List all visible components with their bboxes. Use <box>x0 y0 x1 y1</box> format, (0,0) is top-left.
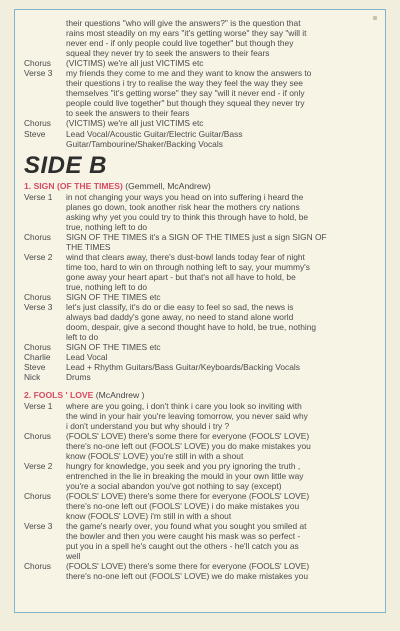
lyric-line <box>24 292 375 302</box>
lyric-text: (VICTIMS) we're all just VICTIMS etc <box>66 118 204 129</box>
section-label: Chorus <box>24 292 51 303</box>
lyric-line <box>24 202 375 212</box>
side-a-continuation <box>24 18 375 149</box>
section-label <box>24 28 66 38</box>
lyric-line <box>24 441 375 451</box>
lyric-text: themselves "it's getting worse" they say "will it never end - if only <box>66 88 305 99</box>
section-label <box>24 531 66 541</box>
lyric-text: SIGN OF THE TIMES etc <box>66 342 161 353</box>
section-label: Chorus <box>24 342 51 353</box>
lyric-line <box>24 451 375 461</box>
lyric-text: i don't understand you but why should i try ? <box>66 420 230 431</box>
section-label <box>24 272 66 282</box>
lyric-line <box>24 332 375 342</box>
lyric-line <box>24 129 375 139</box>
lyric-line <box>24 58 375 68</box>
section-label <box>24 501 66 511</box>
lyric-line <box>24 362 375 372</box>
lyric-line <box>24 481 375 491</box>
lyric-page <box>14 9 386 613</box>
lyric-line <box>24 421 375 431</box>
lyric-line <box>24 282 375 292</box>
lyric-text: their questions "who will give the answers?" is the question that <box>66 18 301 28</box>
lyric-line <box>24 342 375 352</box>
lyric-text: gone away your heart apart - but that's not all have to hold, be <box>66 271 296 282</box>
song-number: 1. <box>24 180 32 191</box>
section-label: Chorus <box>24 430 51 441</box>
section-label <box>24 481 66 491</box>
section-label: Steve <box>24 128 46 139</box>
lyric-text: in not changing your ways you head on into suffering i heard the <box>66 191 304 202</box>
lyric-text: always bad daddy's gone away, no need to stand alone world <box>66 312 294 323</box>
lyric-text: (FOOLS' LOVE) there's some there for everyone (FOOLS' LOVE) <box>66 490 310 501</box>
lyric-line <box>24 411 375 421</box>
section-label <box>24 98 66 108</box>
section-label: Charlie <box>24 352 51 363</box>
lyric-text: THE TIMES <box>66 241 111 252</box>
lyric-line <box>24 401 375 411</box>
side-heading: SIDE B <box>24 151 108 179</box>
section-label <box>24 78 66 88</box>
lyric-line <box>24 88 375 98</box>
section-label <box>24 511 66 521</box>
lyric-line <box>24 28 375 38</box>
lyric-text: (VICTIMS) we're all just VICTIMS etc <box>66 58 204 69</box>
lyric-line <box>24 461 375 471</box>
section-label <box>24 262 66 272</box>
section-label <box>24 108 66 118</box>
lyric-text: people could live together" but though they squeal they never try <box>66 98 305 109</box>
lyric-line <box>24 322 375 332</box>
lyric-line <box>24 262 375 272</box>
lyric-line <box>24 501 375 511</box>
lyric-line <box>24 108 375 118</box>
section-label: Chorus <box>24 118 51 129</box>
lyric-text: squeal they never try to seek the answers to their fears <box>66 48 270 59</box>
lyric-line <box>24 98 375 108</box>
lyric-line <box>24 242 375 252</box>
side-b-songs <box>24 181 375 582</box>
lyric-line <box>24 18 375 28</box>
section-label: Verse 2 <box>24 460 53 471</box>
lyric-text: SIGN OF THE TIMES etc <box>66 292 161 303</box>
lyric-text: never end - if only people could live together" but though they <box>66 38 294 49</box>
lyric-text: their questions i try to realise the way they feel the way they see <box>66 78 303 89</box>
section-label <box>24 441 66 451</box>
lyric-text: time too, hard to win on through nothing left to say, your mummy's <box>66 261 310 272</box>
section-label <box>24 332 66 342</box>
lyric-line <box>24 541 375 551</box>
lyric-text: well <box>66 551 81 562</box>
lyric-text: asking why yet you could try to think this through have to hold, be <box>66 211 309 222</box>
lyric-line <box>24 232 375 242</box>
section-label: Steve <box>24 362 46 373</box>
lyric-text: put you in a spell he's caught out the others - he'll catch you as <box>66 541 299 552</box>
lyric-text: (FOOLS' LOVE) there's some there for everyone (FOOLS' LOVE) <box>66 561 310 572</box>
lyric-line <box>24 38 375 48</box>
lyric-line <box>24 192 375 202</box>
lyric-text: planes go down, took another risk hear the mothers cry nations <box>66 201 300 212</box>
lyric-line <box>24 48 375 58</box>
section-label <box>24 421 66 431</box>
lyric-line <box>24 551 375 561</box>
lyric-text: my friends they come to me and they want to know the answers to <box>66 68 312 79</box>
lyric-text: let's just classify, it's do or die easy to feel so sad, the news is <box>66 302 294 313</box>
section-label <box>24 322 66 332</box>
section-label <box>24 48 66 58</box>
lyric-text: where are you going, i don't think i care you look so inviting with <box>66 400 302 411</box>
section-label: Chorus <box>24 231 51 242</box>
lyric-text: there's no-one left out (FOOLS' LOVE) you do make mistakes you <box>66 440 311 451</box>
section-label: Verse 3 <box>24 302 53 313</box>
section-label: Verse 3 <box>24 68 53 79</box>
lyric-line <box>24 372 375 382</box>
lyric-text: the wind in your hair you're leaving tomorrow, you never said why <box>66 410 308 421</box>
lyric-line <box>24 561 375 571</box>
lyric-line <box>24 302 375 312</box>
section-label <box>24 222 66 232</box>
lyric-line <box>24 252 375 262</box>
section-label <box>24 541 66 551</box>
section-label: Verse 1 <box>24 191 53 202</box>
song-body <box>24 192 375 383</box>
lyric-text: there's no-one left out (FOOLS' LOVE) i do make mistakes you <box>66 500 300 511</box>
lyric-line <box>24 68 375 78</box>
lyric-text: Guitar/Tambourine/Shaker/Backing Vocals <box>66 138 223 149</box>
section-label <box>24 471 66 481</box>
lyric-text: (FOOLS' LOVE) there's some there for everyone (FOOLS' LOVE) <box>66 430 310 441</box>
section-label: Chorus <box>24 490 51 501</box>
lyric-line <box>24 118 375 128</box>
lyric-line <box>24 212 375 222</box>
lyric-text: true, nothing left to do <box>66 221 148 232</box>
section-label <box>24 451 66 461</box>
lyric-line <box>24 139 375 149</box>
song-title: FOOLS ' LOVE <box>33 389 94 400</box>
lyric-text: Lead + Rhythm Guitars/Bass Guitar/Keyboards/Backing Vocals <box>66 362 300 373</box>
lyric-line <box>24 78 375 88</box>
lyric-line <box>24 531 375 541</box>
lyric-text: the bowler and then you were caught his mask was so perfect - <box>66 531 301 542</box>
section-label <box>24 551 66 561</box>
section-label <box>24 18 66 28</box>
lyric-text: Lead Vocal <box>66 352 108 363</box>
lyric-text: SIGN OF THE TIMES it's a SIGN OF THE TIMES just a sign SIGN OF <box>66 231 327 242</box>
song-heading <box>24 181 375 192</box>
lyric-line <box>24 222 375 232</box>
section-label <box>24 38 66 48</box>
lyric-text: entrenched in the lie in breaking the mould in your own little way <box>66 470 304 481</box>
song-authors: (McAndrew ) <box>95 389 145 400</box>
section-label: Verse 1 <box>24 400 53 411</box>
page-mark <box>373 16 377 20</box>
section-label <box>24 411 66 421</box>
section-label: Chorus <box>24 561 51 572</box>
section-label <box>24 202 66 212</box>
lyric-text: Lead Vocal/Acoustic Guitar/Electric Guitar/Bass <box>66 128 243 139</box>
section-label <box>24 212 66 222</box>
song-number: 2. <box>24 389 32 400</box>
lyric-line <box>24 521 375 531</box>
lyric-line <box>24 312 375 322</box>
song-body <box>24 401 375 582</box>
lyric-text: to seek the answers to their fears <box>66 108 190 119</box>
section-label: Chorus <box>24 58 51 69</box>
lyric-line <box>24 511 375 521</box>
section-label <box>24 242 66 252</box>
lyric-line <box>24 431 375 441</box>
section-label <box>24 312 66 322</box>
lyric-line <box>24 272 375 282</box>
section-label: Nick <box>24 372 41 383</box>
lyric-text: hungry for knowledge, you seek and you pry ignoring the truth , <box>66 460 301 471</box>
section-label <box>24 139 66 149</box>
section-label <box>24 88 66 98</box>
lyric-line <box>24 471 375 481</box>
lyric-text: know (FOOLS' LOVE) you're still in with a shout <box>66 450 244 461</box>
lyric-text: rains most steadily on my ears "it's getting worse" they say "will it <box>66 28 307 39</box>
song-heading <box>24 390 375 401</box>
section-label: Verse 3 <box>24 521 53 532</box>
lyric-text: true, nothing left to do <box>66 282 148 293</box>
lyric-text: wind that clears away, there's dust-bowl lands today fear of night <box>66 251 305 262</box>
lyric-text: left to do <box>66 332 99 343</box>
lyric-line <box>24 491 375 501</box>
section-label <box>24 571 66 581</box>
lyric-text: there's no-one left out (FOOLS' LOVE) we do make mistakes you <box>66 571 308 582</box>
lyric-text: know (FOOLS' LOVE) i'm still in with a shout <box>66 511 232 522</box>
song-title: SIGN (OF THE TIMES) <box>33 180 123 191</box>
lyric-line <box>24 571 375 581</box>
lyric-text: doom, despair, give a second thought have to hold, be true, nothing <box>66 322 317 333</box>
lyric-text: Drums <box>66 372 91 383</box>
section-label: Verse 2 <box>24 251 53 262</box>
lyric-line <box>24 352 375 362</box>
lyric-text: the game's nearly over, you found what you sought you smiled at <box>66 521 307 532</box>
song-authors: (Gemmell, McAndrew) <box>125 180 211 191</box>
lyric-text: you're a social abandon you've got nothing to say (except) <box>66 480 282 491</box>
section-label <box>24 282 66 292</box>
